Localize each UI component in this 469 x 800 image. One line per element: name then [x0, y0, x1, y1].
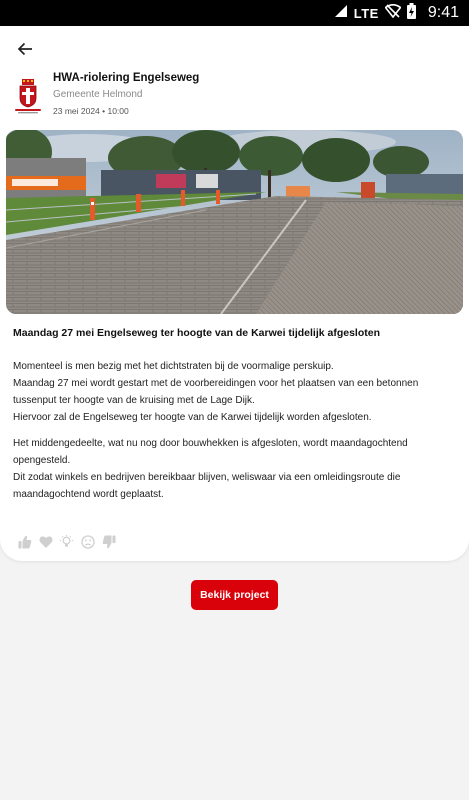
- body-line: Momenteel is men bezig met het dichtstraten bij de voormalige perskuip.: [13, 361, 334, 372]
- status-time: 9:41: [427, 4, 459, 21]
- network-type: LTE: [353, 5, 379, 21]
- post-organization: Gemeente Helmond: [53, 89, 143, 100]
- status-bar: [0, 0, 469, 26]
- signal-icon: [334, 4, 348, 23]
- wifi-icon: [385, 4, 401, 23]
- back-button[interactable]: [12, 38, 38, 64]
- body-line: Hiervoor zal de Engelseweg ter hoogte van de Karwei tijdelijk worden afgesloten.: [13, 412, 372, 423]
- post-title: HWA-riolering Engelseweg: [53, 72, 200, 84]
- reactions-bar: [17, 534, 116, 549]
- sad-face-icon[interactable]: [80, 534, 95, 549]
- post-body-paragraph-1: [13, 358, 459, 426]
- body-line: Het middengedeelte, wat nu nog door bouwhekken is afgesloten, wordt maandagochtend opengesteld.: [13, 438, 408, 466]
- body-line: Dit zodat winkels en bedrijven bereikbaar blijven, weliswaar via een omleidingsroute die maandagochtend wordt geplaatst.: [13, 472, 401, 500]
- thumbs-up-icon[interactable]: [17, 534, 32, 549]
- post-card: [0, 26, 469, 561]
- post-image: [6, 130, 463, 314]
- battery-charging-icon: [407, 3, 416, 24]
- lightbulb-icon[interactable]: [59, 534, 74, 549]
- view-project-button[interactable]: Bekijk project: [191, 580, 278, 610]
- municipality-logo: [12, 78, 44, 114]
- arrow-left-icon: [17, 41, 33, 62]
- post-headline: Maandag 27 mei Engelseweg ter hoogte van de Karwei tijdelijk afgesloten: [13, 327, 381, 339]
- post-date: 23 mei 2024 • 10:00: [53, 106, 129, 116]
- heart-icon[interactable]: [38, 534, 53, 549]
- thumbs-down-icon[interactable]: [101, 534, 116, 549]
- body-line: Maandag 27 mei wordt gestart met de voorbereidingen voor het plaatsen van een betonnen tussenput ter hoogte van de kruising met de Lage Dijk.: [13, 378, 419, 406]
- status-icons: [334, 3, 459, 23]
- post-body-paragraph-2: [13, 435, 459, 503]
